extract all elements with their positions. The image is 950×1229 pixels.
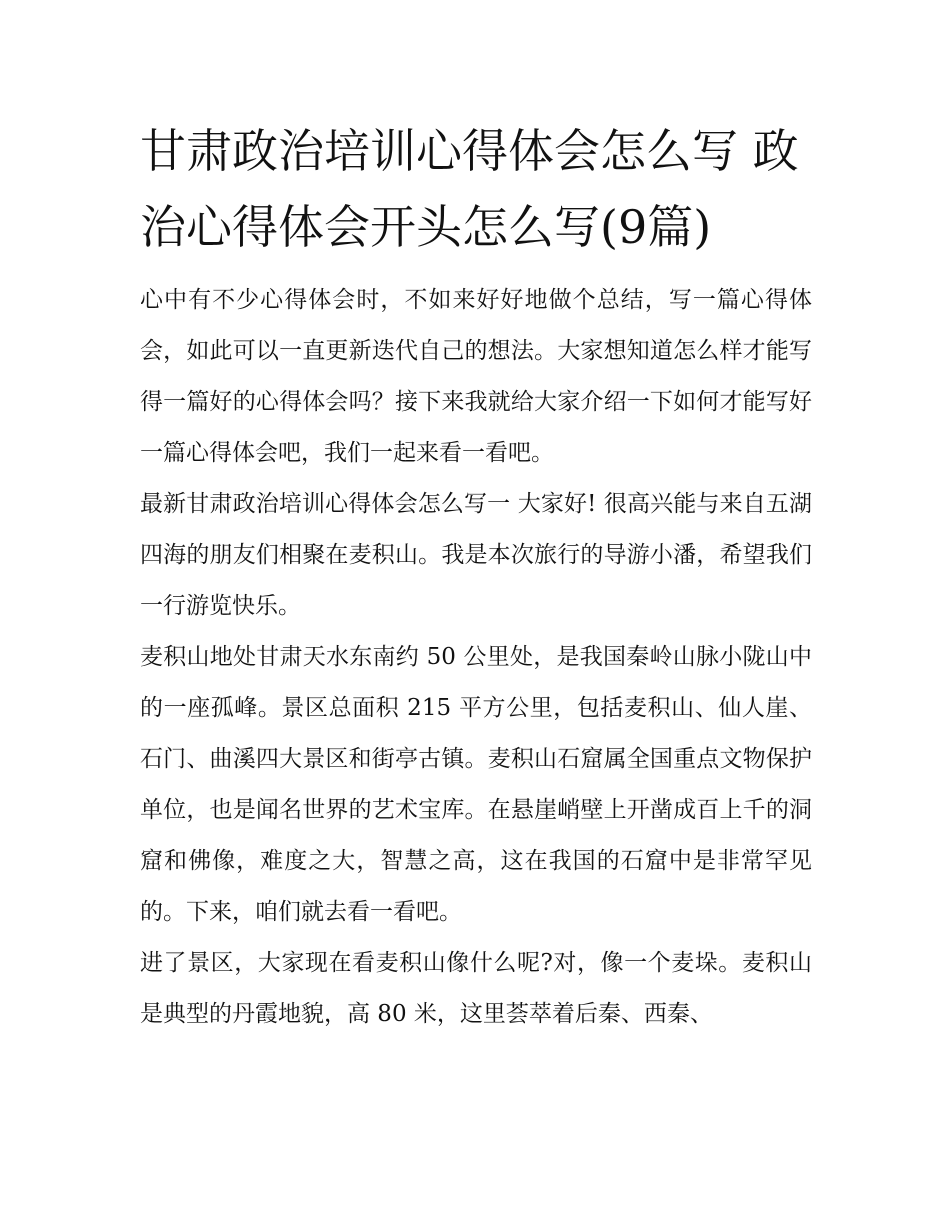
document-title: 甘肃政治培训心得体会怎么写 政治心得体会开头怎么写(9篇) xyxy=(140,124,799,254)
document-body xyxy=(140,275,812,1040)
paragraph-greeting: 最新甘肃政治培训心得体会怎么写一 大家好! 很高兴能与来自五湖四海的朋友们相聚在麦积山。我是本次旅行的导游小潘，希望我们一行游览快乐。 xyxy=(140,491,812,619)
paragraph-intro: 心中有不少心得体会时，不如来好好地做个总结，写一篇心得体会，如此可以一直更新迭代自己的想法。大家想知道怎么样才能写得一篇好的心得体会吗？接下来我就给大家介绍一下如何才能写好一篇心得体会吧，我们一起来看一看吧。 xyxy=(140,287,812,466)
paragraph-scenery: 进了景区，大家现在看麦积山像什么呢?对，像一个麦垛。麦积山是典型的丹霞地貌，高 80 米，这里荟萃着后秦、西秦、 xyxy=(140,950,812,1027)
paragraph-location: 麦积山地处甘肃天水东南约 50 公里处，是我国秦岭山脉小陇山中的一座孤峰。景区总面积 215 平方公里，包括麦积山、仙人崖、石门、曲溪四大景区和街亭古镇。麦积山石窟属全国重点文物保护单位，也是闻名世界的艺术宝库。在悬崖峭壁上开凿成百上千的洞窟和佛像，难度之大，智慧之高，这在我国的石窟中是非常罕见的。下来，咱们就去看一看吧。 xyxy=(140,644,812,925)
document-page xyxy=(140,113,812,1040)
